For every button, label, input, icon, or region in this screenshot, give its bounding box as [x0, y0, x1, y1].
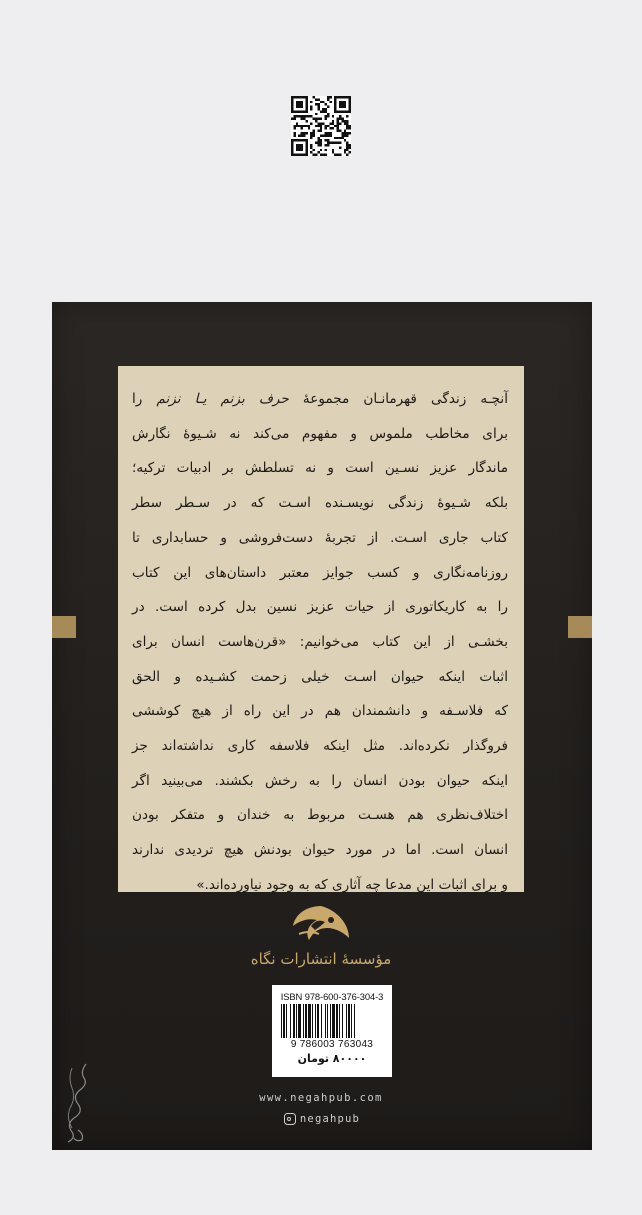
gold-tab-left: [52, 616, 76, 638]
blurb-line-text: فروگذار نکرده‌اند. مثل اینکه فلاسفه کاری نداشته‌اند جز: [132, 738, 508, 755]
blurb-line-text: بلکه شـیوهٔ زندگی نویسـنده اسـت که در سـطر سطر: [132, 495, 508, 512]
blurb-text: [132, 382, 508, 903]
barcode-icon: [279, 1004, 385, 1038]
qr-code-icon[interactable]: [291, 96, 351, 156]
blurb-line: [132, 556, 508, 591]
blurb-line-text: اینکه حیوان بودن انسان را به رخش بکشند. می‌بینید اگر: [132, 772, 508, 789]
instagram-icon: [284, 1113, 296, 1125]
blurb-line: [132, 451, 508, 486]
gold-tab-right: [568, 616, 592, 638]
price-label: ۸۰۰۰۰ تومان: [297, 1052, 367, 1065]
instagram-handle: negahpub: [299, 1113, 361, 1125]
barcode-digits: 9 786003 763043: [290, 1039, 374, 1050]
blurb-line-text: بخشـی از این کتاب می‌خوانیم: «قرن‌هاست انسان برای: [132, 633, 508, 650]
isbn-number: ISBN 978-600-376-304-3: [280, 991, 384, 1002]
blurb-line: [132, 729, 508, 764]
website-link[interactable]: www.negahpub.com: [259, 1092, 383, 1104]
blurb-line: [132, 521, 508, 556]
blurb-line-text: را به کاریکاتوری از حیات عزیز نسین بدل کرده است. در: [132, 599, 508, 616]
blurb-line-text: که فلاسـفه و دانشمندان هم در این راه از هیچ کوششی: [132, 703, 508, 720]
blurb-line-text: برای مخاطب ملموس و مفهوم می‌کند نه شـیوهٔ نگارش: [132, 425, 508, 442]
blurb-line: [132, 694, 508, 729]
publisher-name: مؤسسهٔ انتشارات نگاه: [250, 950, 392, 968]
blurb-line: [132, 417, 508, 452]
barcode-card: [272, 985, 392, 1077]
blurb-line: [132, 833, 508, 868]
instagram-link[interactable]: [266, 1110, 378, 1128]
blurb-line-text: آنچـه زندگی قهرمانـان مجموعهٔ: [288, 391, 508, 407]
blurb-line-text: اختلاف‌نظری هم هسـت مربوط به خندان و متفکر بودن: [132, 807, 508, 824]
blurb-line: [132, 382, 508, 417]
negah-logo-icon: [287, 904, 355, 944]
blurb-line: [132, 798, 508, 833]
designer-signature: [58, 1060, 98, 1144]
blurb-line-text: ماندگار عزیز نسـین است و نه تسلطش بر ادبیات ترکیه؛: [132, 460, 508, 477]
blurb-line: [132, 486, 508, 521]
blurb-line: [132, 660, 508, 695]
blurb-line-text: روزنامه‌نگاری و کسب جوایز معتبر داستان‌های این کتاب: [132, 564, 508, 581]
blurb-line: [132, 590, 508, 625]
blurb-box: [118, 366, 524, 892]
blurb-line-text: انسان است. اما در مورد حیوان بودنش هیچ تردیدی ندارند: [132, 842, 508, 859]
blurb-line: [132, 625, 508, 660]
book-title-emphasis: حرف بزنم یـا نزنم: [156, 391, 289, 407]
blurb-line-text: و برای اثبات این مدعا چه آثاری که به وجود نیاورده‌اند.»: [196, 876, 508, 893]
blurb-line-text: کتاب جاری اسـت. از تجربهٔ دست‌فروشی و حسابداری تا: [132, 529, 508, 546]
blurb-line: [132, 764, 508, 799]
blurb-line-text: اثبات اینکه حیوان اسـت خیلی زحمت کشـیده و الحق: [132, 668, 508, 685]
blurb-line: [132, 868, 508, 903]
blurb-line-text: را: [132, 391, 157, 407]
